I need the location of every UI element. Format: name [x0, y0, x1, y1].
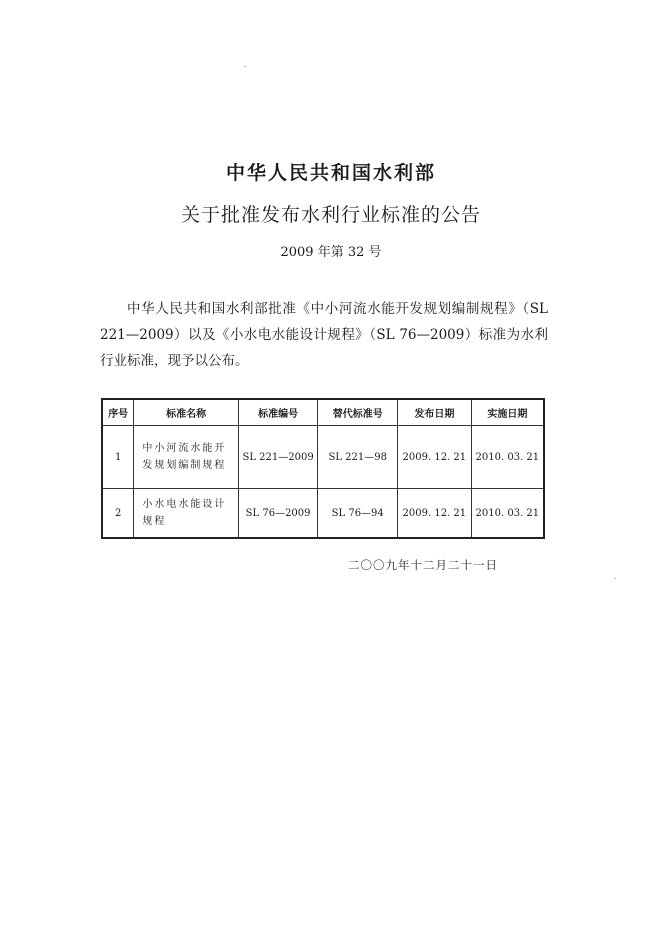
header-no: 序号 — [102, 399, 134, 426]
header-replaces: 替代标准号 — [318, 399, 398, 426]
body-paragraph: 中华人民共和国水利部批准《中小河流水能开发规划编制规程》（SL 221—2009）以及《小水电水能设计规程》（SL 76—2009）标准为水利行业标准，现予以公布。 — [100, 301, 548, 369]
cell-replaces: SL 76—94 — [318, 489, 398, 539]
header-effective: 实施日期 — [471, 399, 544, 426]
scan-speck — [244, 66, 246, 67]
cell-code: SL 221—2009 — [238, 426, 318, 489]
issuing-organization: 中华人民共和国水利部 — [225, 162, 436, 184]
cell-published: 2009. 12. 21 — [398, 426, 472, 489]
document-number: 2009 年第 32 号 — [280, 245, 382, 260]
standards-table — [101, 398, 545, 539]
cell-code: SL 76—2009 — [238, 489, 318, 539]
cell-name: 中小河流水能开发规划编制规程 — [134, 426, 238, 489]
cell-effective: 2010. 03. 21 — [471, 426, 544, 489]
header-name: 标准名称 — [134, 399, 238, 426]
table-header-row — [102, 399, 544, 426]
header-published: 发布日期 — [398, 399, 472, 426]
cell-effective: 2010. 03. 21 — [471, 489, 544, 539]
cell-no: 1 — [102, 426, 134, 489]
table-row — [102, 426, 544, 489]
cell-replaces: SL 221—98 — [318, 426, 398, 489]
header-code: 标准编号 — [238, 399, 318, 426]
announcement-title: 关于批准发布水利行业标准的公告 — [180, 204, 481, 226]
scan-speck — [614, 578, 616, 579]
announcement-body — [100, 296, 548, 374]
issue-date: 二〇〇九年十二月二十一日 — [348, 558, 498, 572]
cell-name: 小水电水能设计规程 — [134, 489, 238, 539]
table-row — [102, 489, 544, 539]
cell-published: 2009. 12. 21 — [398, 489, 472, 539]
cell-no: 2 — [102, 489, 134, 539]
